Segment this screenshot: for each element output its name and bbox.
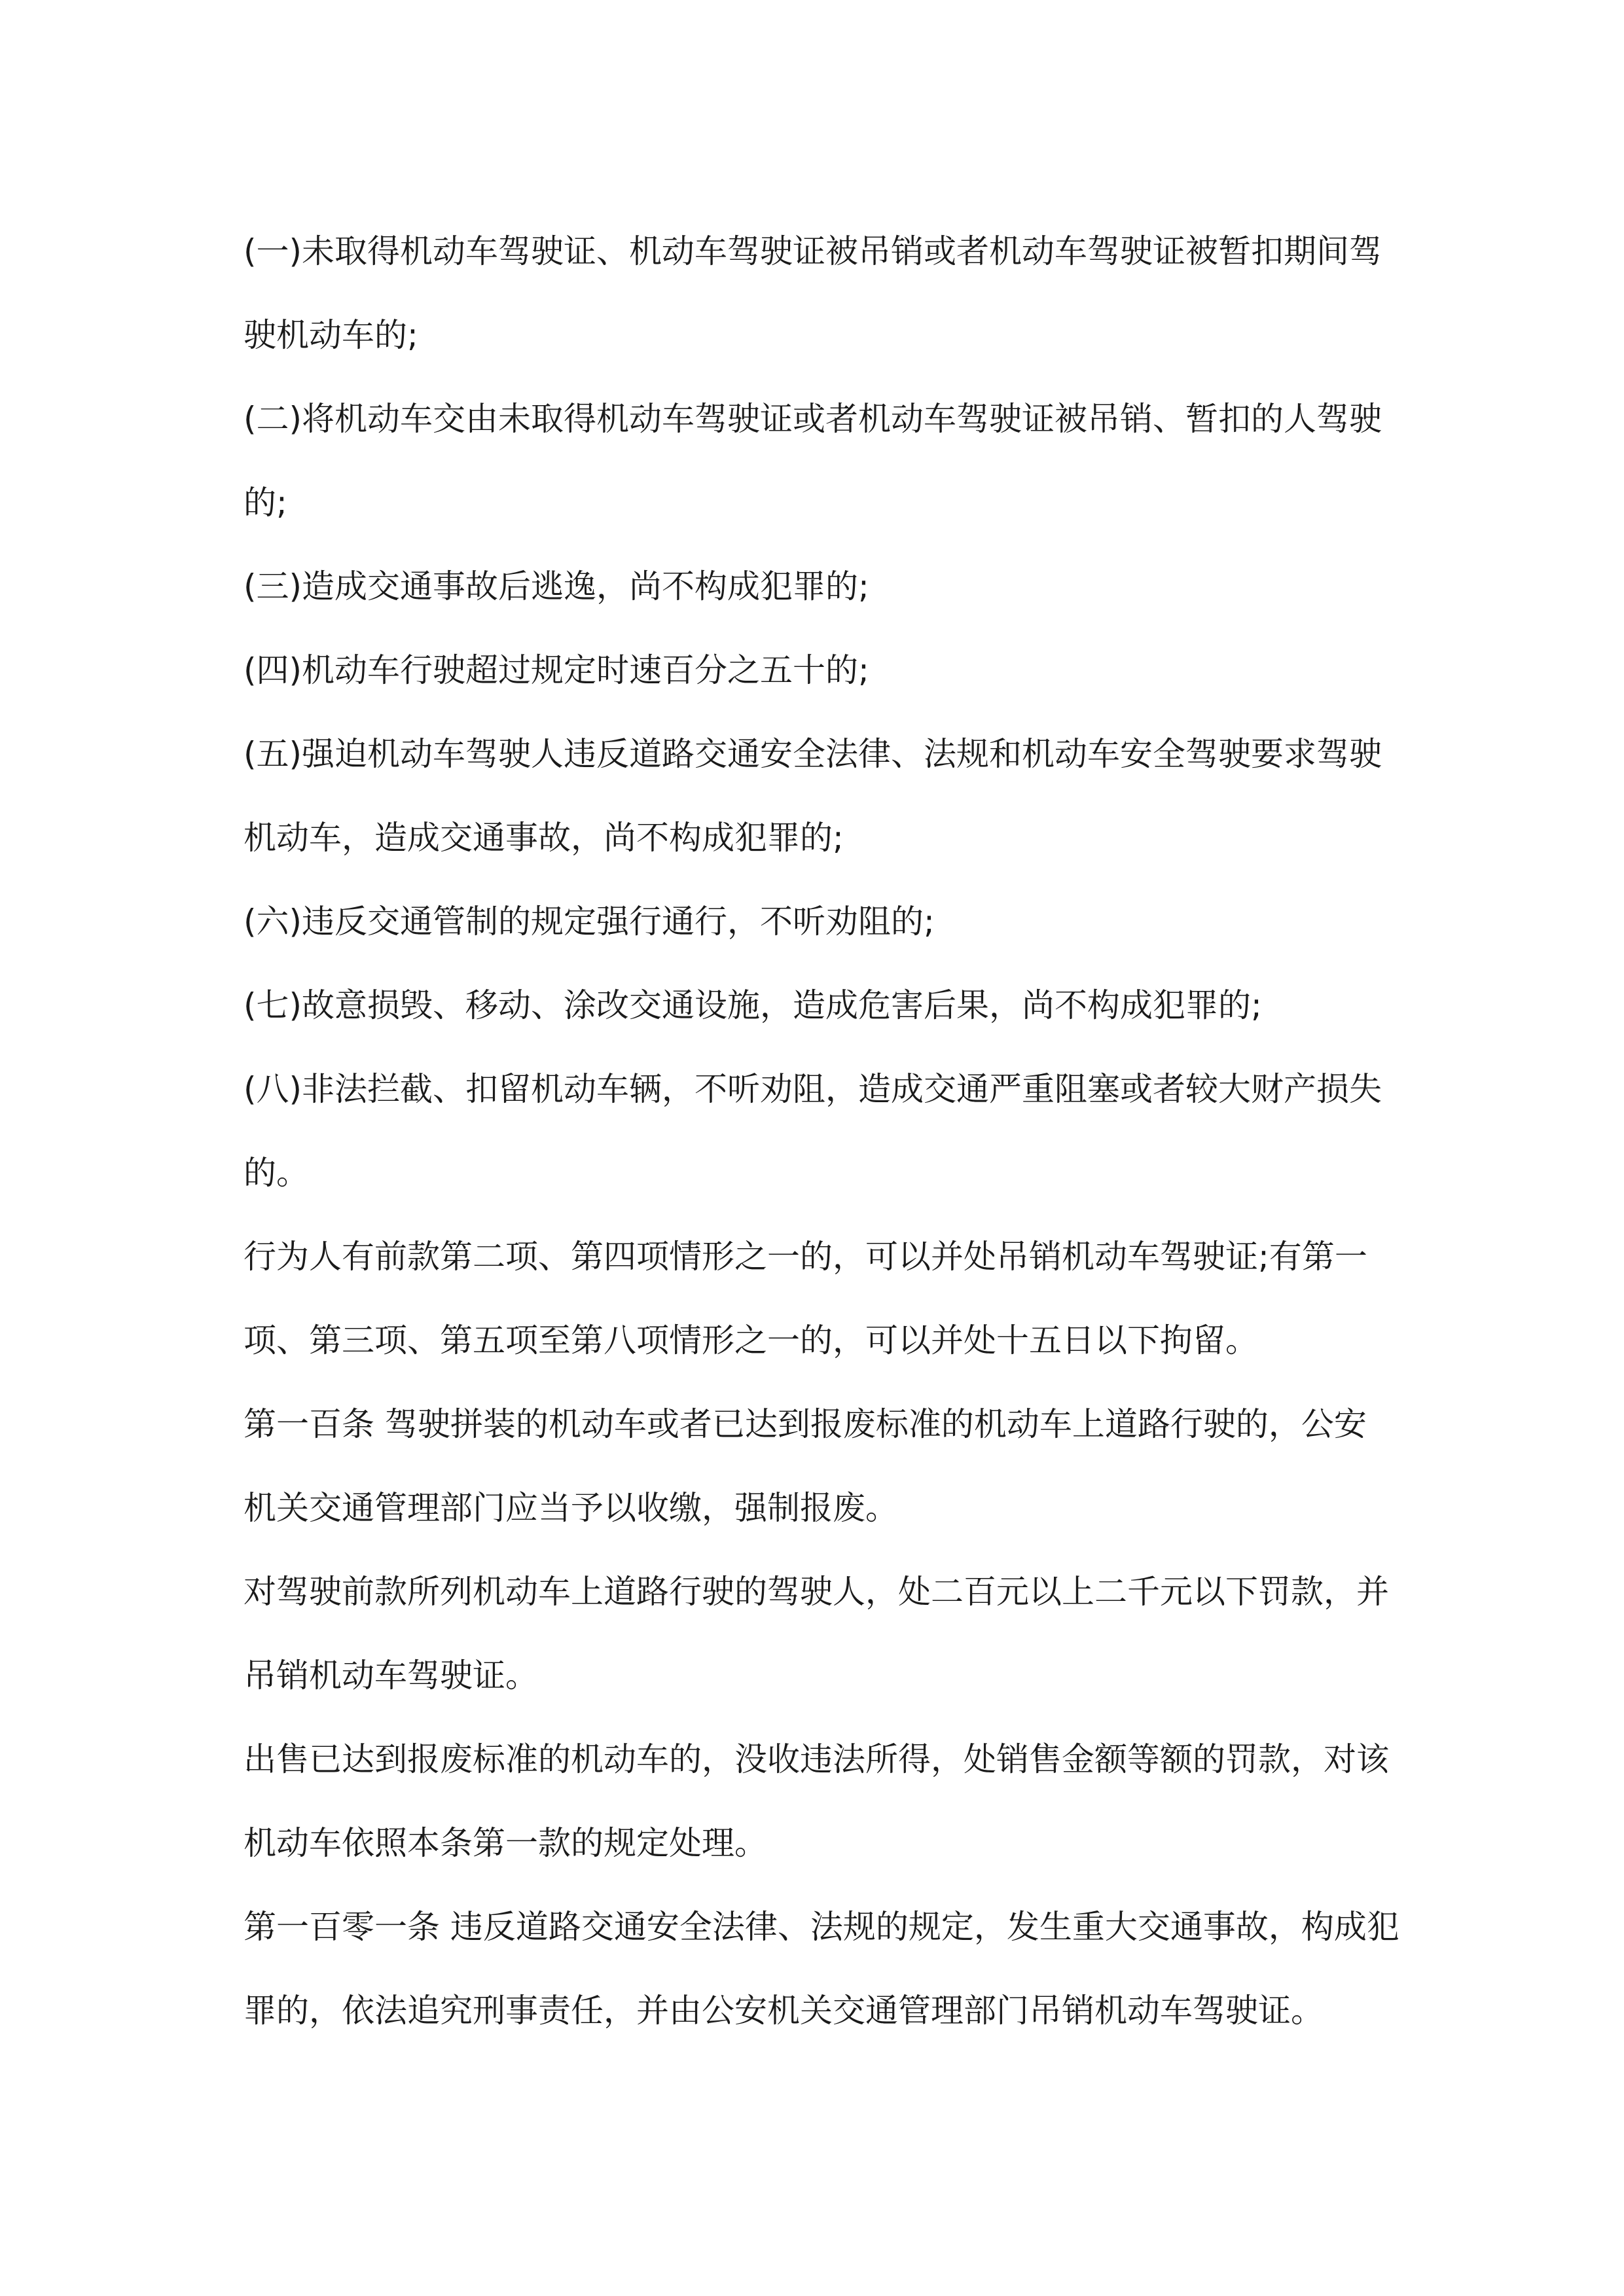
paragraph-item-2: [244, 377, 1396, 545]
paragraph-article-100-clause-2: [244, 1550, 1396, 1717]
paragraph-item-7: [244, 963, 1396, 1047]
text-line: 行为人有前款第二项、第四项情形之一的，可以并处吊销机动车驾驶证;有第一: [244, 1238, 1367, 1276]
text-line: 的。: [244, 1154, 309, 1192]
text-line: (五)强迫机动车驾驶人违反道路交通安全法律、法规和机动车安全驾驶要求驾驶: [244, 735, 1382, 773]
text-line: 第一百零一条 违反道路交通安全法律、法规的规定，发生重大交通事故，构成犯: [244, 1908, 1399, 1946]
text-line: 罪的，依法追究刑事责任，并由公安机关交通管理部门吊销机动车驾驶证。: [244, 1992, 1324, 2030]
text-line: (七)故意损毁、移动、涂改交通设施，造成危害后果，尚不构成犯罪的;: [244, 986, 1262, 1024]
paragraph-article-100-clause-3: [244, 1717, 1396, 1885]
text-line: 驶机动车的;: [244, 316, 418, 354]
text-line: 吊销机动车驾驶证。: [244, 1657, 538, 1695]
paragraph-penalty-note: [244, 1215, 1396, 1382]
paragraph-article-101: [244, 1885, 1399, 2053]
text-line: 项、第三项、第五项至第八项情形之一的，可以并处十五日以下拘留。: [244, 1321, 1258, 1359]
text-line: 第一百条 驾驶拼装的机动车或者已达到报废标准的机动车上道路行驶的，公安: [244, 1405, 1367, 1443]
paragraph-item-6: [244, 880, 1396, 963]
text-line: (六)违反交通管制的规定强行通行，不听劝阻的;: [244, 903, 935, 941]
text-line: 对驾驶前款所列机动车上道路行驶的驾驶人，处二百元以上二千元以下罚款，并: [244, 1573, 1389, 1611]
paragraph-article-100: [244, 1382, 1396, 1550]
text-line: (八)非法拦截、扣留机动车辆，不听劝阻，造成交通严重阻塞或者较大财产损失: [244, 1070, 1382, 1108]
document-body: [244, 209, 1399, 2053]
text-line: 机动车，造成交通事故，尚不构成犯罪的;: [244, 819, 844, 857]
paragraph-item-5: [244, 712, 1396, 880]
paragraph-item-3: [244, 545, 1396, 628]
text-line: 出售已达到报废标准的机动车的，没收违法所得，处销售金额等额的罚款，对该: [244, 1740, 1389, 1778]
paragraph-item-4: [244, 628, 1396, 712]
text-line: (一)未取得机动车驾驶证、机动车驾驶证被吊销或者机动车驾驶证被暂扣期间驾: [244, 232, 1382, 270]
paragraph-item-1: [244, 209, 1396, 377]
text-line: 机关交通管理部门应当予以收缴，强制报废。: [244, 1489, 898, 1527]
text-line: (四)机动车行驶超过规定时速百分之五十的;: [244, 651, 869, 689]
paragraph-item-8: [244, 1047, 1396, 1215]
text-line: (二)将机动车交由未取得机动车驾驶证或者机动车驾驶证被吊销、暂扣的人驾驶: [244, 400, 1382, 438]
text-line: (三)造成交通事故后逃逸，尚不构成犯罪的;: [244, 567, 869, 605]
text-line: 的;: [244, 484, 287, 522]
text-line: 机动车依照本条第一款的规定处理。: [244, 1824, 767, 1862]
